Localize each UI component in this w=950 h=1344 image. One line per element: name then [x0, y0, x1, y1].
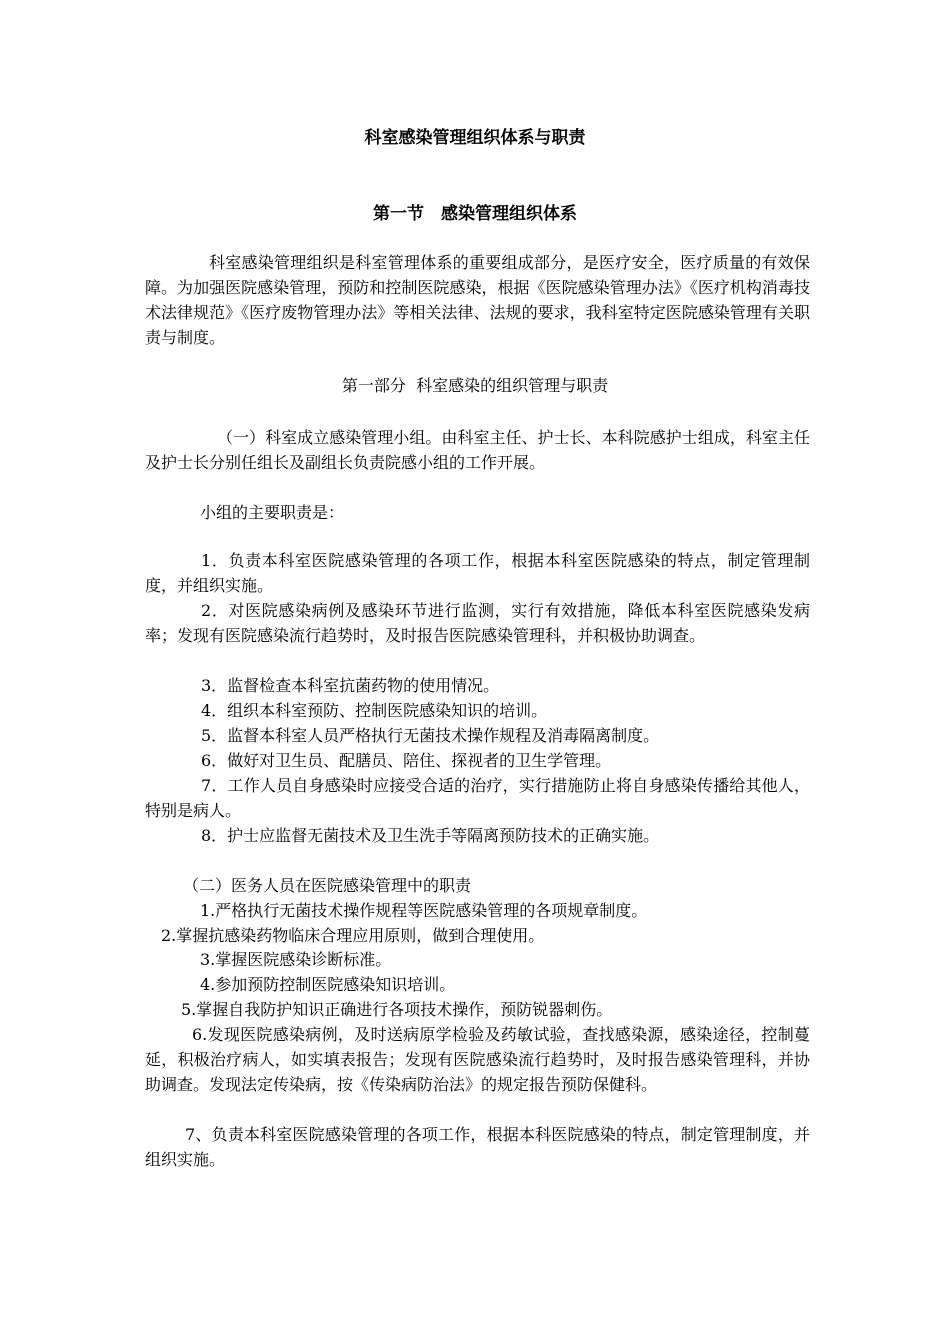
group-duty-item: 3．监督检查本科室抗菌药物的使用情况。 — [201, 676, 500, 695]
group-duty-item: 8．护士应监督无菌技术及卫生洗手等隔离预防技术的正确实施。 — [201, 826, 660, 845]
group-duties-label: 小组的主要职责是： — [200, 503, 345, 522]
staff-duty-item: 2.掌握抗感染药物临床合理应用原则，做到合理使用。 — [161, 926, 545, 945]
group-duty-item: 5．监督本科室人员严格执行无菌技术操作规程及消毒隔离制度。 — [201, 726, 660, 745]
group-duty-item: 7．工作人员自身感染时应接受合适的治疗，实行措施防止将自身感染传播给其他人，特别是病人。 — [145, 776, 810, 820]
staff-duty-item: 7、负责本科室医院感染管理的各项工作，根据本科医院感染的特点，制定管理制度，并组织实施。 — [145, 1125, 810, 1169]
section-title: 第一节 感染管理组织体系 — [373, 204, 577, 224]
group-duty-item: 2．对医院感染病例及感染环节进行监测，实行有效措施，降低本科室医院感染发病率；发现有医院感染流行趋势时，及时报告医院感染管理科，并积极协助调查。 — [145, 601, 810, 645]
part-heading: 第一部分 科室感染的组织管理与职责 — [341, 376, 609, 395]
document-title: 科室感染管理组织体系与职责 — [364, 128, 586, 148]
staff-duty-item: 4.参加预防控制医院感染知识培训。 — [200, 975, 456, 994]
group-intro-paragraph: （一）科室成立感染管理小组。由科室主任、护士长、本科院感护士组成，科室主任及护士长分别任组长及副组长负责院感小组的工作开展。 — [145, 428, 810, 472]
group-duty-item: 6．做好对卫生员、配膳员、陪住、探视者的卫生学管理。 — [201, 751, 612, 770]
staff-duty-item: 3.掌握医院感染诊断标准。 — [200, 950, 392, 969]
staff-duties-heading: （二）医务人员在医院感染管理中的职责 — [183, 876, 472, 895]
staff-duty-item: 1.严格执行无菌技术操作规程等医院感染管理的各项规章制度。 — [200, 901, 648, 920]
group-duty-item: 4．组织本科室预防、控制医院感染知识的培训。 — [201, 701, 548, 720]
intro-paragraph: 科室感染管理组织是科室管理体系的重要组成部分，是医疗安全，医疗质量的有效保障。为加强医院感染管理，预防和控制医院感染，根据《医院感染管理办法》《医疗机构消毒技术法律规范》《医疗废物管理办法》等相关法律、法规的要求，我科室特定医院感染管理有关职责与制度。 — [145, 253, 810, 347]
staff-duty-item: 6.发现医院感染病例，及时送病原学检验及药敏试验，查找感染源，感染途径，控制蔓延，积极治疗病人，如实填表报告；发现有医院感染流行趋势时，及时报告感染管理科，并协助调查。发现法定传染病，按《传染病防治法》的规定报告预防保健科。 — [145, 1025, 810, 1094]
group-duty-item: 1．负责本科室医院感染管理的各项工作，根据本科室医院感染的特点，制定管理制度，并组织实施。 — [145, 551, 810, 595]
staff-duty-item: 5.掌握自我防护知识正确进行各项技术操作，预防锐器刺伤。 — [181, 1000, 613, 1019]
